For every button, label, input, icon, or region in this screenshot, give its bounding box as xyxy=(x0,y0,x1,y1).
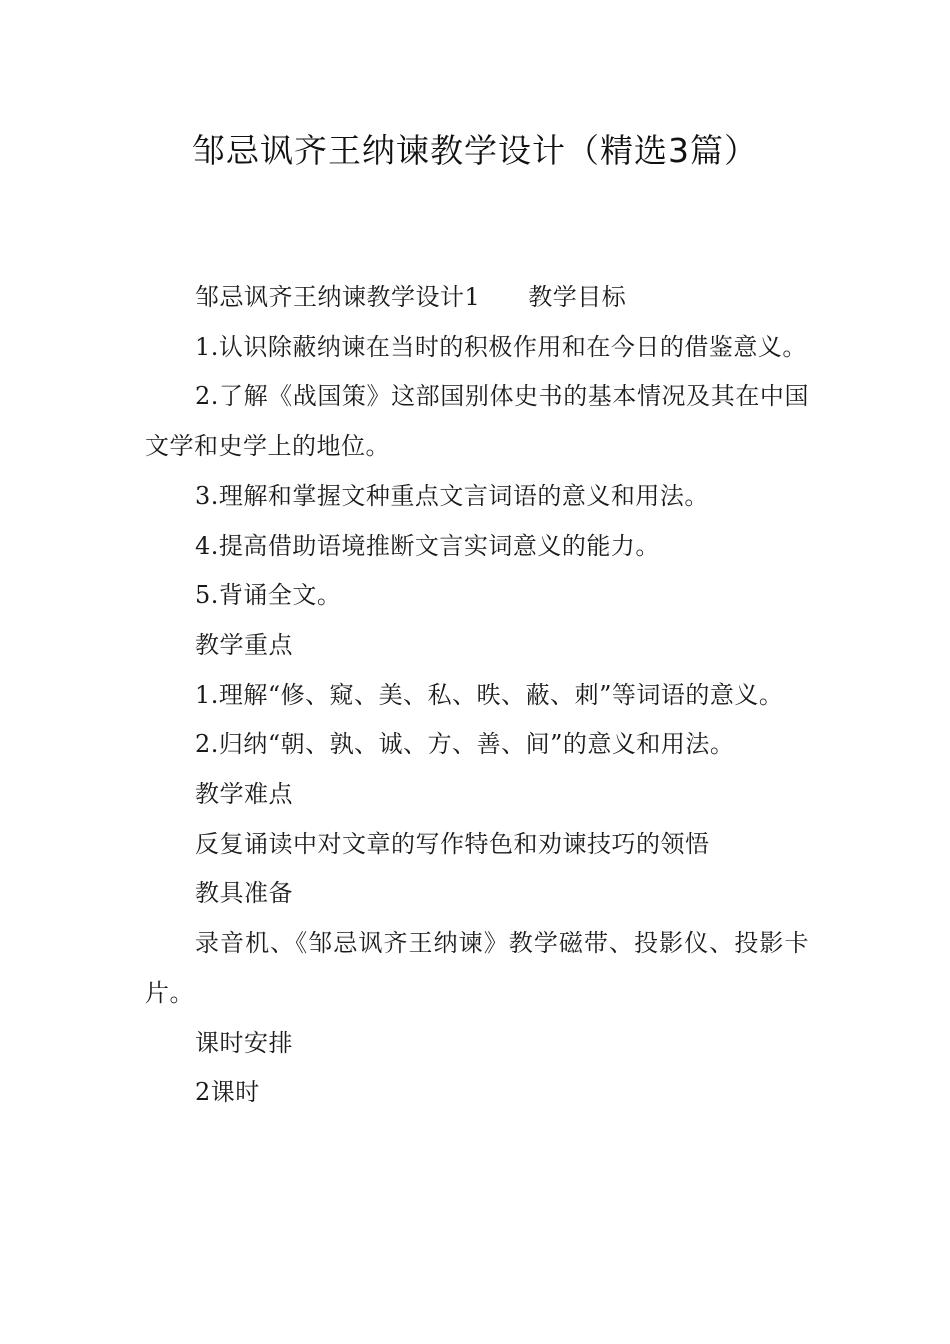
paragraph-key-point-1: 1.理解“修、窥、美、私、昳、蔽、刺”等词语的意义。 xyxy=(195,680,784,709)
paragraph-heading-design-1 xyxy=(145,273,809,323)
paragraph-goal-5: 5.背诵全文。 xyxy=(195,581,342,610)
paragraph-goal-3: 3.理解和掌握文种重点文言词语的意义和用法。 xyxy=(195,481,709,510)
paragraph-goal-4: 4.提高借助语境推断文言实词意义的能力。 xyxy=(195,531,660,560)
paragraph-difficulty-1: 反复诵读中对文章的写作特色和劝谏技巧的领悟 xyxy=(195,829,710,858)
paragraph-difficulties-heading: 教学难点 xyxy=(195,780,293,809)
paragraph-goal-1: 1.认识除蔽纳谏在当时的积极作用和在今日的借鉴意义。 xyxy=(195,332,807,361)
paragraph-goal-2: 2.了解《战国策》这部国别体史书的基本情况及其在中国文学和史学上的地位。 xyxy=(145,382,809,461)
document-title: 邹忌讽齐王纳谏教学设计（精选3篇） xyxy=(192,131,758,170)
paragraph-materials-heading: 教具准备 xyxy=(195,879,293,908)
paragraph-key-points-heading: 教学重点 xyxy=(195,630,293,659)
paragraph-materials: 录音机、《邹忌讽齐王纳谏》教学磁带、投影仪、投影卡片。 xyxy=(145,929,809,1007)
paragraph-schedule-heading: 课时安排 xyxy=(195,1028,293,1057)
design-heading: 邹忌讽齐王纳谏教学设计1 xyxy=(195,283,481,311)
paragraph-schedule: 2课时 xyxy=(195,1078,260,1107)
teaching-goals-heading: 教学目标 xyxy=(528,283,627,311)
document-body xyxy=(145,273,809,1118)
paragraph-key-point-2: 2.归纳“朝、孰、诚、方、善、间”的意义和用法。 xyxy=(195,730,735,759)
